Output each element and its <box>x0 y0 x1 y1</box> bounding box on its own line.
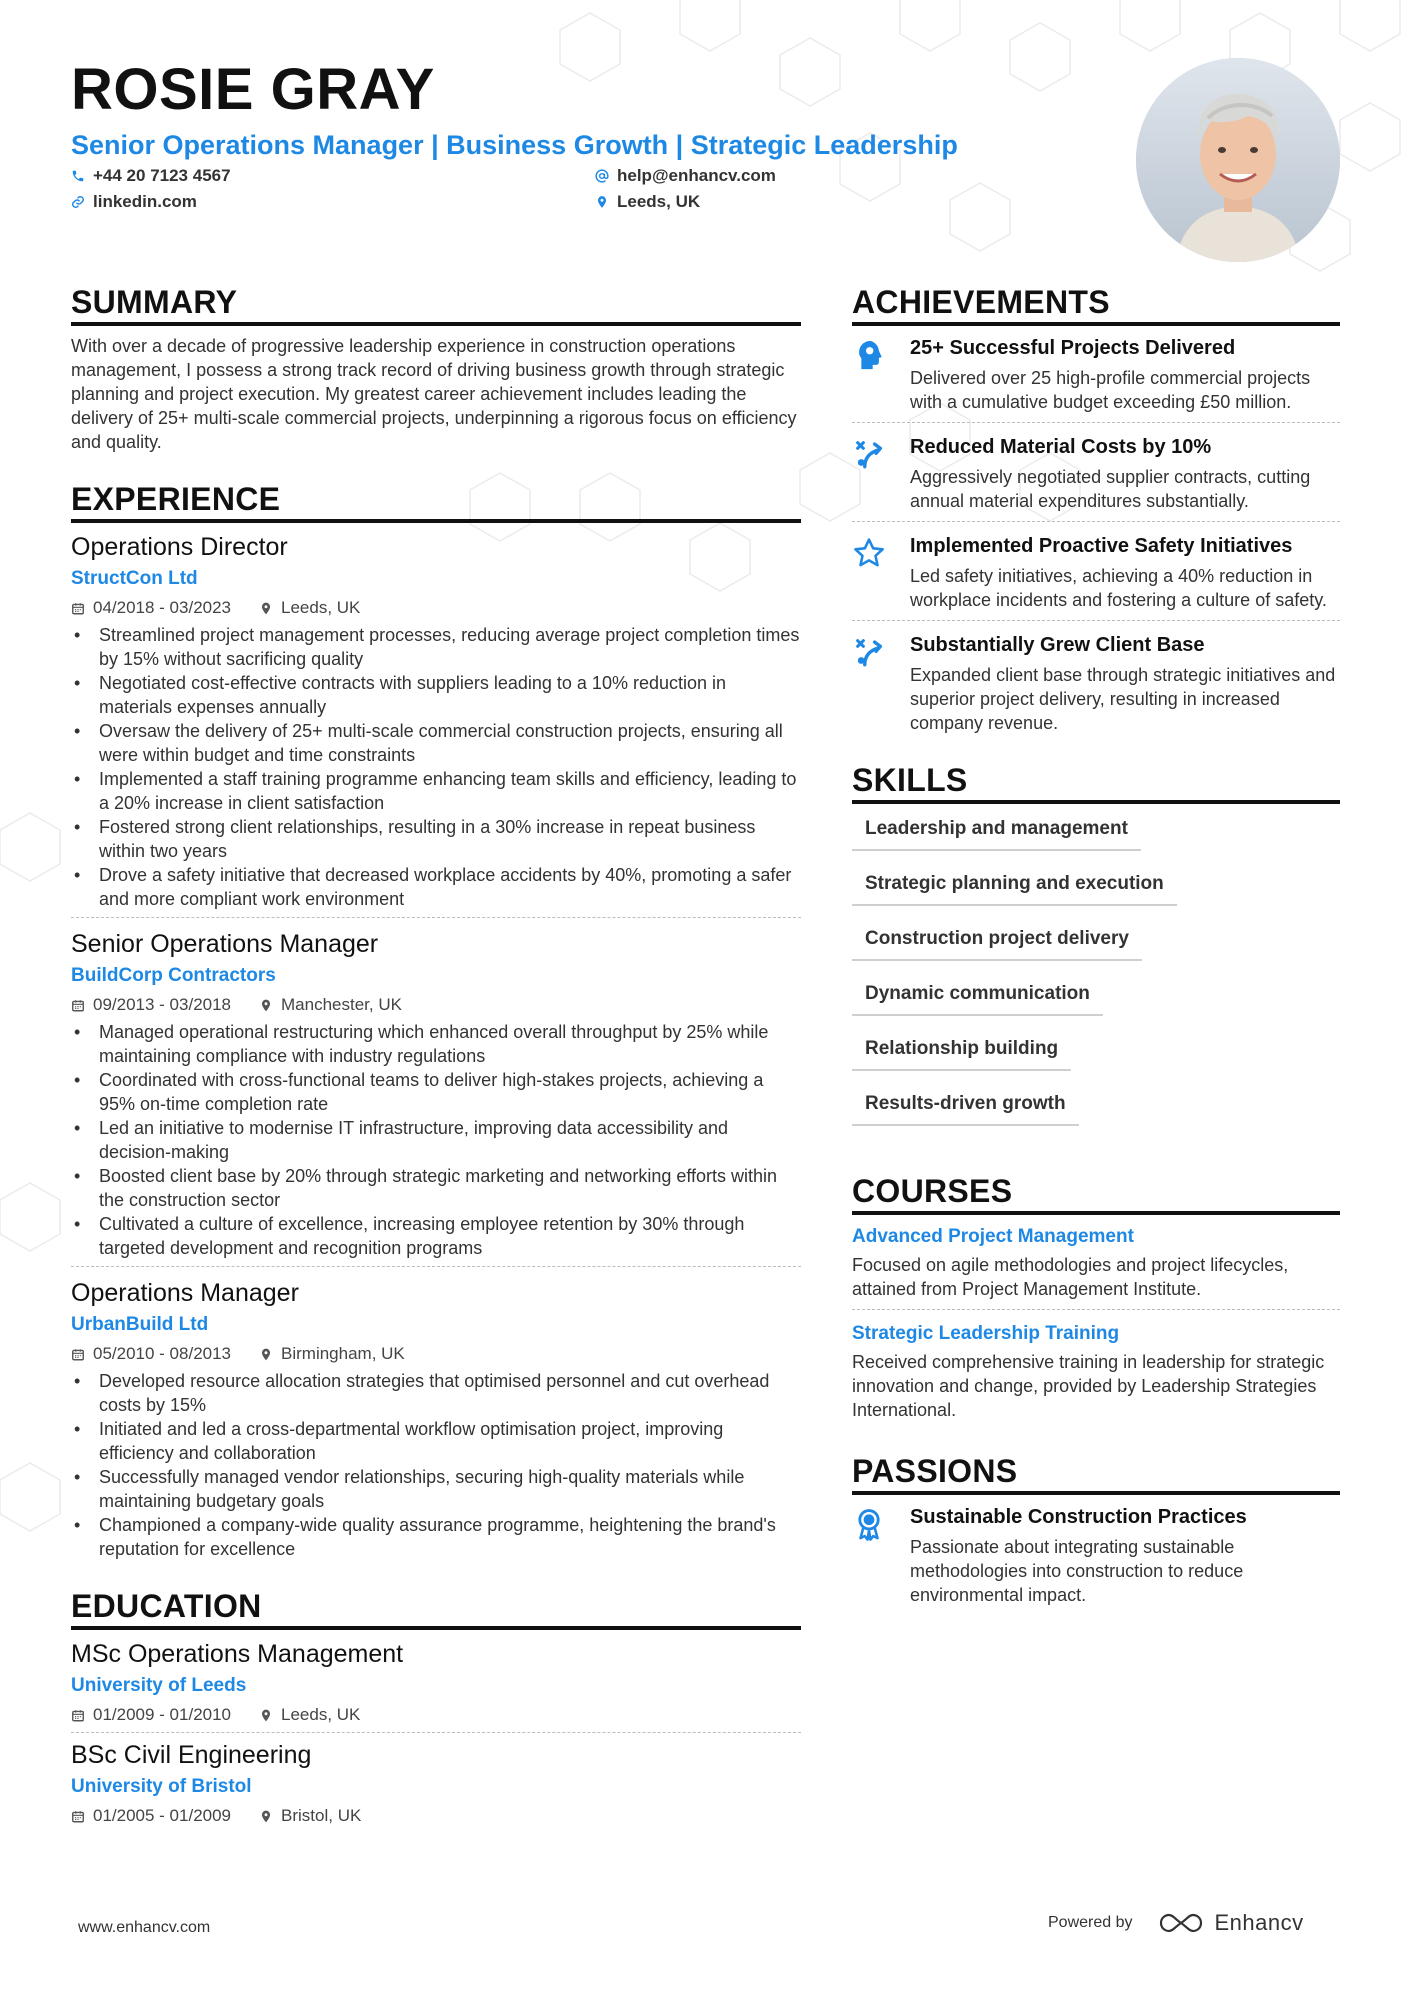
course-description: Focused on agile methodologies and project lifecycles, attained from Project Management Institute. <box>852 1255 1289 1299</box>
job-location <box>259 595 360 621</box>
skill-tag: Leadership and management <box>852 812 1141 851</box>
location-pin-icon <box>595 195 609 209</box>
skills-heading: SKILLS <box>852 761 1340 804</box>
bullet-item: • Coordinated with cross-functional teams to deliver high-stakes projects, achieving a 95% on-time completion rate <box>71 1068 801 1116</box>
achievements-heading: ACHIEVEMENTS <box>852 283 1340 326</box>
enhancv-logo-icon <box>1157 1910 1205 1936</box>
skill-tag: Construction project delivery <box>852 922 1142 961</box>
location-text: Birmingham, UK <box>281 1344 405 1363</box>
phone-text: +44 20 7123 4567 <box>93 166 231 185</box>
dates-text: 05/2010 - 08/2013 <box>93 1344 232 1363</box>
summary-text: With over a decade of progressive leadership experience in construction operations management, I possess a strong track record of driving business growth through strategic planning and project execution. My greatest career achievement includes leading the delivery of 25+ multi-scale commercial projects, underpinning a rigorous focus on efficiency and quality. <box>71 336 797 452</box>
education-dates <box>71 1803 231 1829</box>
dates-text: 04/2018 - 03/2023 <box>93 598 232 617</box>
achievement-item <box>852 532 1340 621</box>
contact-location <box>595 192 700 212</box>
calendar-icon <box>71 1809 85 1824</box>
passion-item <box>852 1503 1340 1615</box>
contact-email[interactable] <box>595 166 776 186</box>
course-item <box>852 1320 1340 1430</box>
education-list <box>71 1638 801 1833</box>
achievement-title: Implemented Proactive Safety Initiatives <box>910 535 1293 557</box>
experience-item <box>71 928 801 1267</box>
bullet-item: • Drove a safety initiative that decreased workplace accidents by 40%, promoting a safer and more compliant work environment <box>71 863 801 911</box>
education-heading: EDUCATION <box>71 1587 801 1630</box>
job-bullets <box>71 1369 801 1561</box>
brand-logo[interactable] <box>1157 1910 1304 1936</box>
course-title[interactable]: Strategic Leadership Training <box>852 1323 1120 1344</box>
degree-title: BSc Civil Engineering <box>71 1741 312 1769</box>
bullet-item: • Led an initiative to modernise IT infrastructure, improving data accessibility and decision-making <box>71 1116 801 1164</box>
location-pin-icon <box>259 601 273 616</box>
strategy-icon <box>852 437 886 471</box>
bullet-item: • Initiated and led a cross-departmental workflow optimisation project, improving efficiency and collaboration <box>71 1417 801 1465</box>
achievement-description: Led safety initiatives, achieving a 40% reduction in workplace incidents and fostering a culture of safety. <box>910 566 1327 610</box>
job-meta <box>71 992 801 1018</box>
phone-icon <box>71 169 85 183</box>
contact-info <box>71 166 1131 222</box>
skill-tag: Dynamic communication <box>852 977 1103 1016</box>
calendar-icon <box>71 1347 85 1362</box>
job-title: Operations Manager <box>71 1279 299 1307</box>
passion-title: Sustainable Construction Practices <box>910 1506 1247 1528</box>
education-meta <box>71 1702 801 1728</box>
calendar-icon <box>71 601 85 616</box>
location-pin-icon <box>259 1347 273 1362</box>
course-item <box>852 1223 1340 1310</box>
resume-header <box>71 58 1131 222</box>
company-name[interactable]: BuildCorp Contractors <box>71 965 276 986</box>
bullet-item: • Boosted client base by 20% through strategic marketing and networking efforts within the construction sector <box>71 1164 801 1212</box>
bullet-item: • Negotiated cost-effective contracts with suppliers leading to a 10% reduction in materials expenses annually <box>71 671 801 719</box>
at-sign-icon <box>595 169 609 183</box>
job-meta <box>71 1341 801 1367</box>
head-icon <box>852 338 886 372</box>
bullet-item: • Managed operational restructuring which enhanced overall throughput by 25% while maintaining compliance with industry regulations <box>71 1020 801 1068</box>
education-dates <box>71 1702 231 1728</box>
location-text: Leeds, UK <box>281 598 361 617</box>
bullet-item: • Successfully managed vendor relationships, securing high-quality materials while maintaining budgetary goals <box>71 1465 801 1513</box>
bullet-item: • Fostered strong client relationships, resulting in a 30% increase in repeat business within two years <box>71 815 801 863</box>
degree-title: MSc Operations Management <box>71 1640 404 1668</box>
passions-heading: PASSIONS <box>852 1452 1340 1495</box>
calendar-icon <box>71 1708 85 1723</box>
summary-heading: SUMMARY <box>71 283 801 326</box>
job-dates <box>71 992 231 1018</box>
strategy-icon <box>852 635 886 669</box>
left-column <box>71 283 801 1839</box>
experience-item <box>71 1277 801 1567</box>
achievement-description: Expanded client base through strategic initiatives and superior project delivery, resulting in increased company revenue. <box>910 665 1336 733</box>
achievement-item <box>852 631 1340 743</box>
school-name[interactable]: University of Leeds <box>71 1675 247 1696</box>
bullet-item: • Oversaw the delivery of 25+ multi-scale commercial construction projects, ensuring all were within budget and time constraints <box>71 719 801 767</box>
achievement-title: Substantially Grew Client Base <box>910 634 1205 656</box>
passions-list <box>852 1503 1340 1615</box>
passion-description: Passionate about integrating sustainable methodologies into construction to reduce environmental impact. <box>910 1537 1244 1605</box>
powered-by-label: Powered by <box>1048 1914 1133 1931</box>
bullet-item: • Developed resource allocation strategies that optimised personnel and cut overhead costs by 15% <box>71 1369 801 1417</box>
skill-tag: Relationship building <box>852 1032 1071 1071</box>
portrait-illustration-icon <box>1136 58 1340 262</box>
brand-name: Enhancv <box>1214 1910 1304 1935</box>
achievement-item <box>852 433 1340 522</box>
bullet-item: • Championed a company-wide quality assurance programme, heightening the brand's reputation for excellence <box>71 1513 801 1561</box>
school-name[interactable]: University of Bristol <box>71 1776 252 1797</box>
experience-item <box>71 531 801 918</box>
course-title[interactable]: Advanced Project Management <box>852 1226 1134 1247</box>
bullet-item: • Implemented a staff training programme enhancing team skills and efficiency, leading to a 20% increase in client satisfaction <box>71 767 801 815</box>
star-icon <box>852 536 886 570</box>
location-text: Leeds, UK <box>281 1705 361 1724</box>
dates-text: 01/2009 - 01/2010 <box>93 1705 232 1724</box>
job-location <box>259 992 402 1018</box>
company-name[interactable]: UrbanBuild Ltd <box>71 1314 209 1335</box>
education-item <box>71 1739 801 1833</box>
job-dates <box>71 595 231 621</box>
job-title: Operations Director <box>71 533 288 561</box>
skill-tag: Results-driven growth <box>852 1087 1079 1126</box>
contact-phone[interactable] <box>71 166 231 186</box>
experience-list <box>71 531 801 1567</box>
company-name[interactable]: StructCon Ltd <box>71 568 198 589</box>
calendar-icon <box>71 998 85 1013</box>
education-meta <box>71 1803 801 1829</box>
award-icon <box>852 1507 886 1541</box>
achievement-description: Delivered over 25 high-profile commercial projects with a cumulative budget exceeding £50 million. <box>910 368 1311 412</box>
candidate-name: ROSIE GRAY <box>71 57 435 122</box>
bullet-item: • Streamlined project management processes, reducing average project completion times by 15% without sacrificing quality <box>71 623 801 671</box>
job-bullets <box>71 623 801 911</box>
location-pin-icon <box>259 1809 273 1824</box>
location-pin-icon <box>259 998 273 1013</box>
achievement-description: Aggressively negotiated supplier contracts, cutting annual material expenditures substantially. <box>910 467 1311 511</box>
dates-text: 01/2005 - 01/2009 <box>93 1806 232 1825</box>
location-pin-icon <box>259 1708 273 1723</box>
achievement-item <box>852 334 1340 423</box>
education-item <box>71 1638 801 1733</box>
candidate-headline: Senior Operations Manager | Business Growth | Strategic Leadership <box>71 130 958 160</box>
education-location <box>259 1702 360 1728</box>
job-title: Senior Operations Manager <box>71 930 379 958</box>
job-bullets <box>71 1020 801 1260</box>
bullet-item: • Cultivated a culture of excellence, increasing employee retention by 30% through targeted development and recognition programs <box>71 1212 801 1260</box>
linkedin-text: linkedin.com <box>93 192 197 211</box>
footer-branding <box>1048 1910 1304 1936</box>
email-text: help@enhancv.com <box>617 166 776 185</box>
job-location <box>259 1341 405 1367</box>
profile-photo <box>1136 58 1340 262</box>
dates-text: 09/2013 - 03/2018 <box>93 995 232 1014</box>
achievement-title: 25+ Successful Projects Delivered <box>910 337 1236 359</box>
location-text: Manchester, UK <box>281 995 402 1014</box>
link-icon <box>71 195 85 209</box>
course-description: Received comprehensive training in leadership for strategic innovation and change, provided by Leadership Strategies International. <box>852 1352 1325 1420</box>
location-text: Leeds, UK <box>617 192 701 211</box>
job-meta <box>71 595 801 621</box>
job-dates <box>71 1341 231 1367</box>
skills-list <box>852 812 1340 1142</box>
skill-tag: Strategic planning and execution <box>852 867 1177 906</box>
contact-linkedin[interactable] <box>71 192 197 212</box>
achievements-list <box>852 334 1340 743</box>
courses-heading: COURSES <box>852 1172 1340 1215</box>
achievement-title: Reduced Material Costs by 10% <box>910 436 1212 458</box>
education-location <box>259 1803 361 1829</box>
experience-heading: EXPERIENCE <box>71 480 801 523</box>
location-text: Bristol, UK <box>281 1806 362 1825</box>
footer-website[interactable]: www.enhancv.com <box>78 1919 211 1936</box>
right-column <box>852 283 1340 1633</box>
courses-list <box>852 1223 1340 1430</box>
